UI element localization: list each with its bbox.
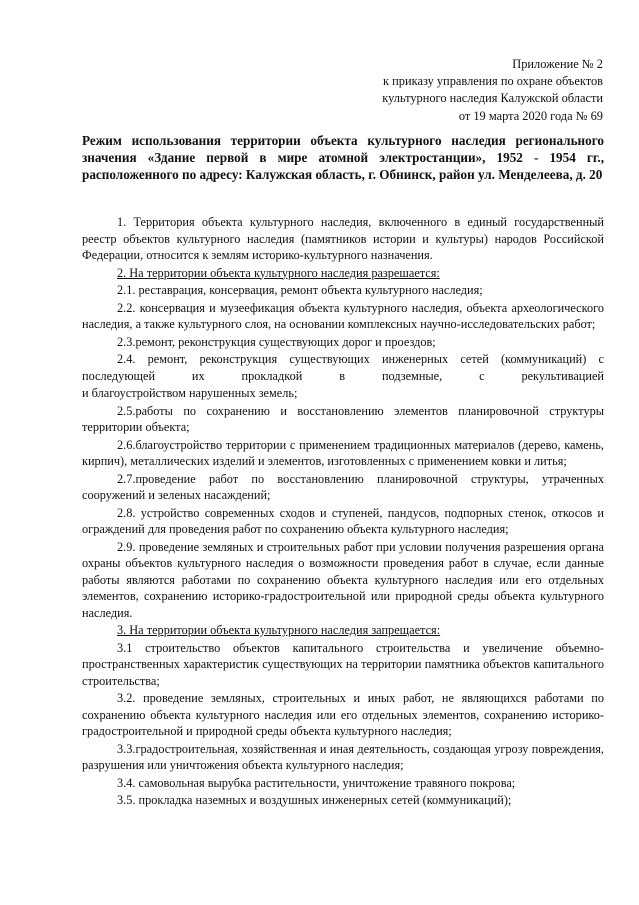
appendix-header xyxy=(382,56,603,125)
paragraph-2-7: 2.7.проведение работ по восстановлению планировочной структуры, утраченных сооружений и зеленых насаждений; xyxy=(82,471,604,502)
authority-name: культурного наследия Калужской области xyxy=(382,91,603,106)
paragraph-2-4: 2.4. ремонт, реконструкция существующих инженерных сетей (коммуникаций) с последующей их прокладкой в подземные, с рекультивацией xyxy=(82,352,604,383)
document-body xyxy=(82,214,604,810)
paragraph-2-6: 2.6.благоустройство территории с применением традиционных материалов (дерево, камень, кирпич), металлических изделий и элементов, изготовленных с применением ковки и литья; xyxy=(82,437,604,468)
paragraph-3-3: 3.3.градостроительная, хозяйственная и иная деятельность, создающая угрозу повреждения, разрушения или уничтожения объекта культурного наследия; xyxy=(82,741,604,772)
paragraph-3-4: 3.4. самовольная вырубка растительности, уничтожение травяного покрова; xyxy=(117,775,516,790)
section-2-heading: 2. На территории объекта культурного наследия разрешается: xyxy=(117,265,440,280)
order-date: от 19 марта 2020 года № 69 xyxy=(458,108,603,123)
section-3-heading: 3. На территории объекта культурного наследия запрещается: xyxy=(117,623,441,637)
paragraph-2-1: 2.1. реставрация, консервация, ремонт объекта культурного наследия; xyxy=(117,283,483,297)
paragraph-2-2: 2.2. консервация и музеефикация объекта культурного наследия, объекта археологического наследия, а также культурного слоя, на основании комплексных научно-исследовательских работ; xyxy=(82,300,604,331)
paragraph-2-8: 2.8. устройство современных сходов и ступеней, пандусов, подпорных стенок, откосов и ограждений для проведения работ по сохранению объекта культурного наследия; xyxy=(82,505,604,536)
paragraph-2-9: 2.9. проведение земляных и строительных работ при условии получения разрешения органа охраны объектов культурного наследия о возможности проведения работ в случае, если данные работы являются работами по сохранению объекта культурного наследия или его отдельных элементов, сохранению историко-градостроительной или природной среды объекта культурного наследия. xyxy=(82,539,604,620)
paragraph-3-5: 3.5. прокладка наземных и воздушных инженерных сетей (коммуникаций); xyxy=(117,793,512,807)
paragraph-3-1: 3.1 строительство объектов капитального строительства и увеличение объемно-пространственных характеристик существующих на территории памятника объектов капитального строительства; xyxy=(82,640,604,688)
paragraph-2-4-continuation: и благоустройством нарушенных земель; xyxy=(82,386,298,400)
paragraph-3-2: 3.2. проведение земляных, строительных и иных работ, не являющихся работами по сохранению объекта культурного наследия или его отдельных элементов, сохранению историко-градостроительной и природной среды объекта культурного наследия; xyxy=(82,691,604,738)
paragraph-2-3: 2.3.ремонт, реконструкция существующих дорог и проездов; xyxy=(117,334,436,349)
document-title: Режим использования территории объекта культурного наследия регионального значения «Здание первой в мире атомной электростанции», 1952 - 1954 гг., расположенного по адресу: Калужская область, г. Обнинск, район ул. Менделеева, д. 20 xyxy=(82,133,604,183)
appendix-number: Приложение № 2 xyxy=(512,57,603,71)
paragraph-2-5: 2.5.работы по сохранению и восстановлению элементов планировочной структуры территории объекта; xyxy=(82,403,604,434)
paragraph-1: 1. Территория объекта культурного наследия, включенного в единый государственный реестр объектов культурного наследия (памятников истории и культуры) народов Российской Федерации, относится к землям историко-культурного назначения. xyxy=(82,215,604,262)
order-reference: к приказу управления по охране объектов xyxy=(383,74,603,89)
